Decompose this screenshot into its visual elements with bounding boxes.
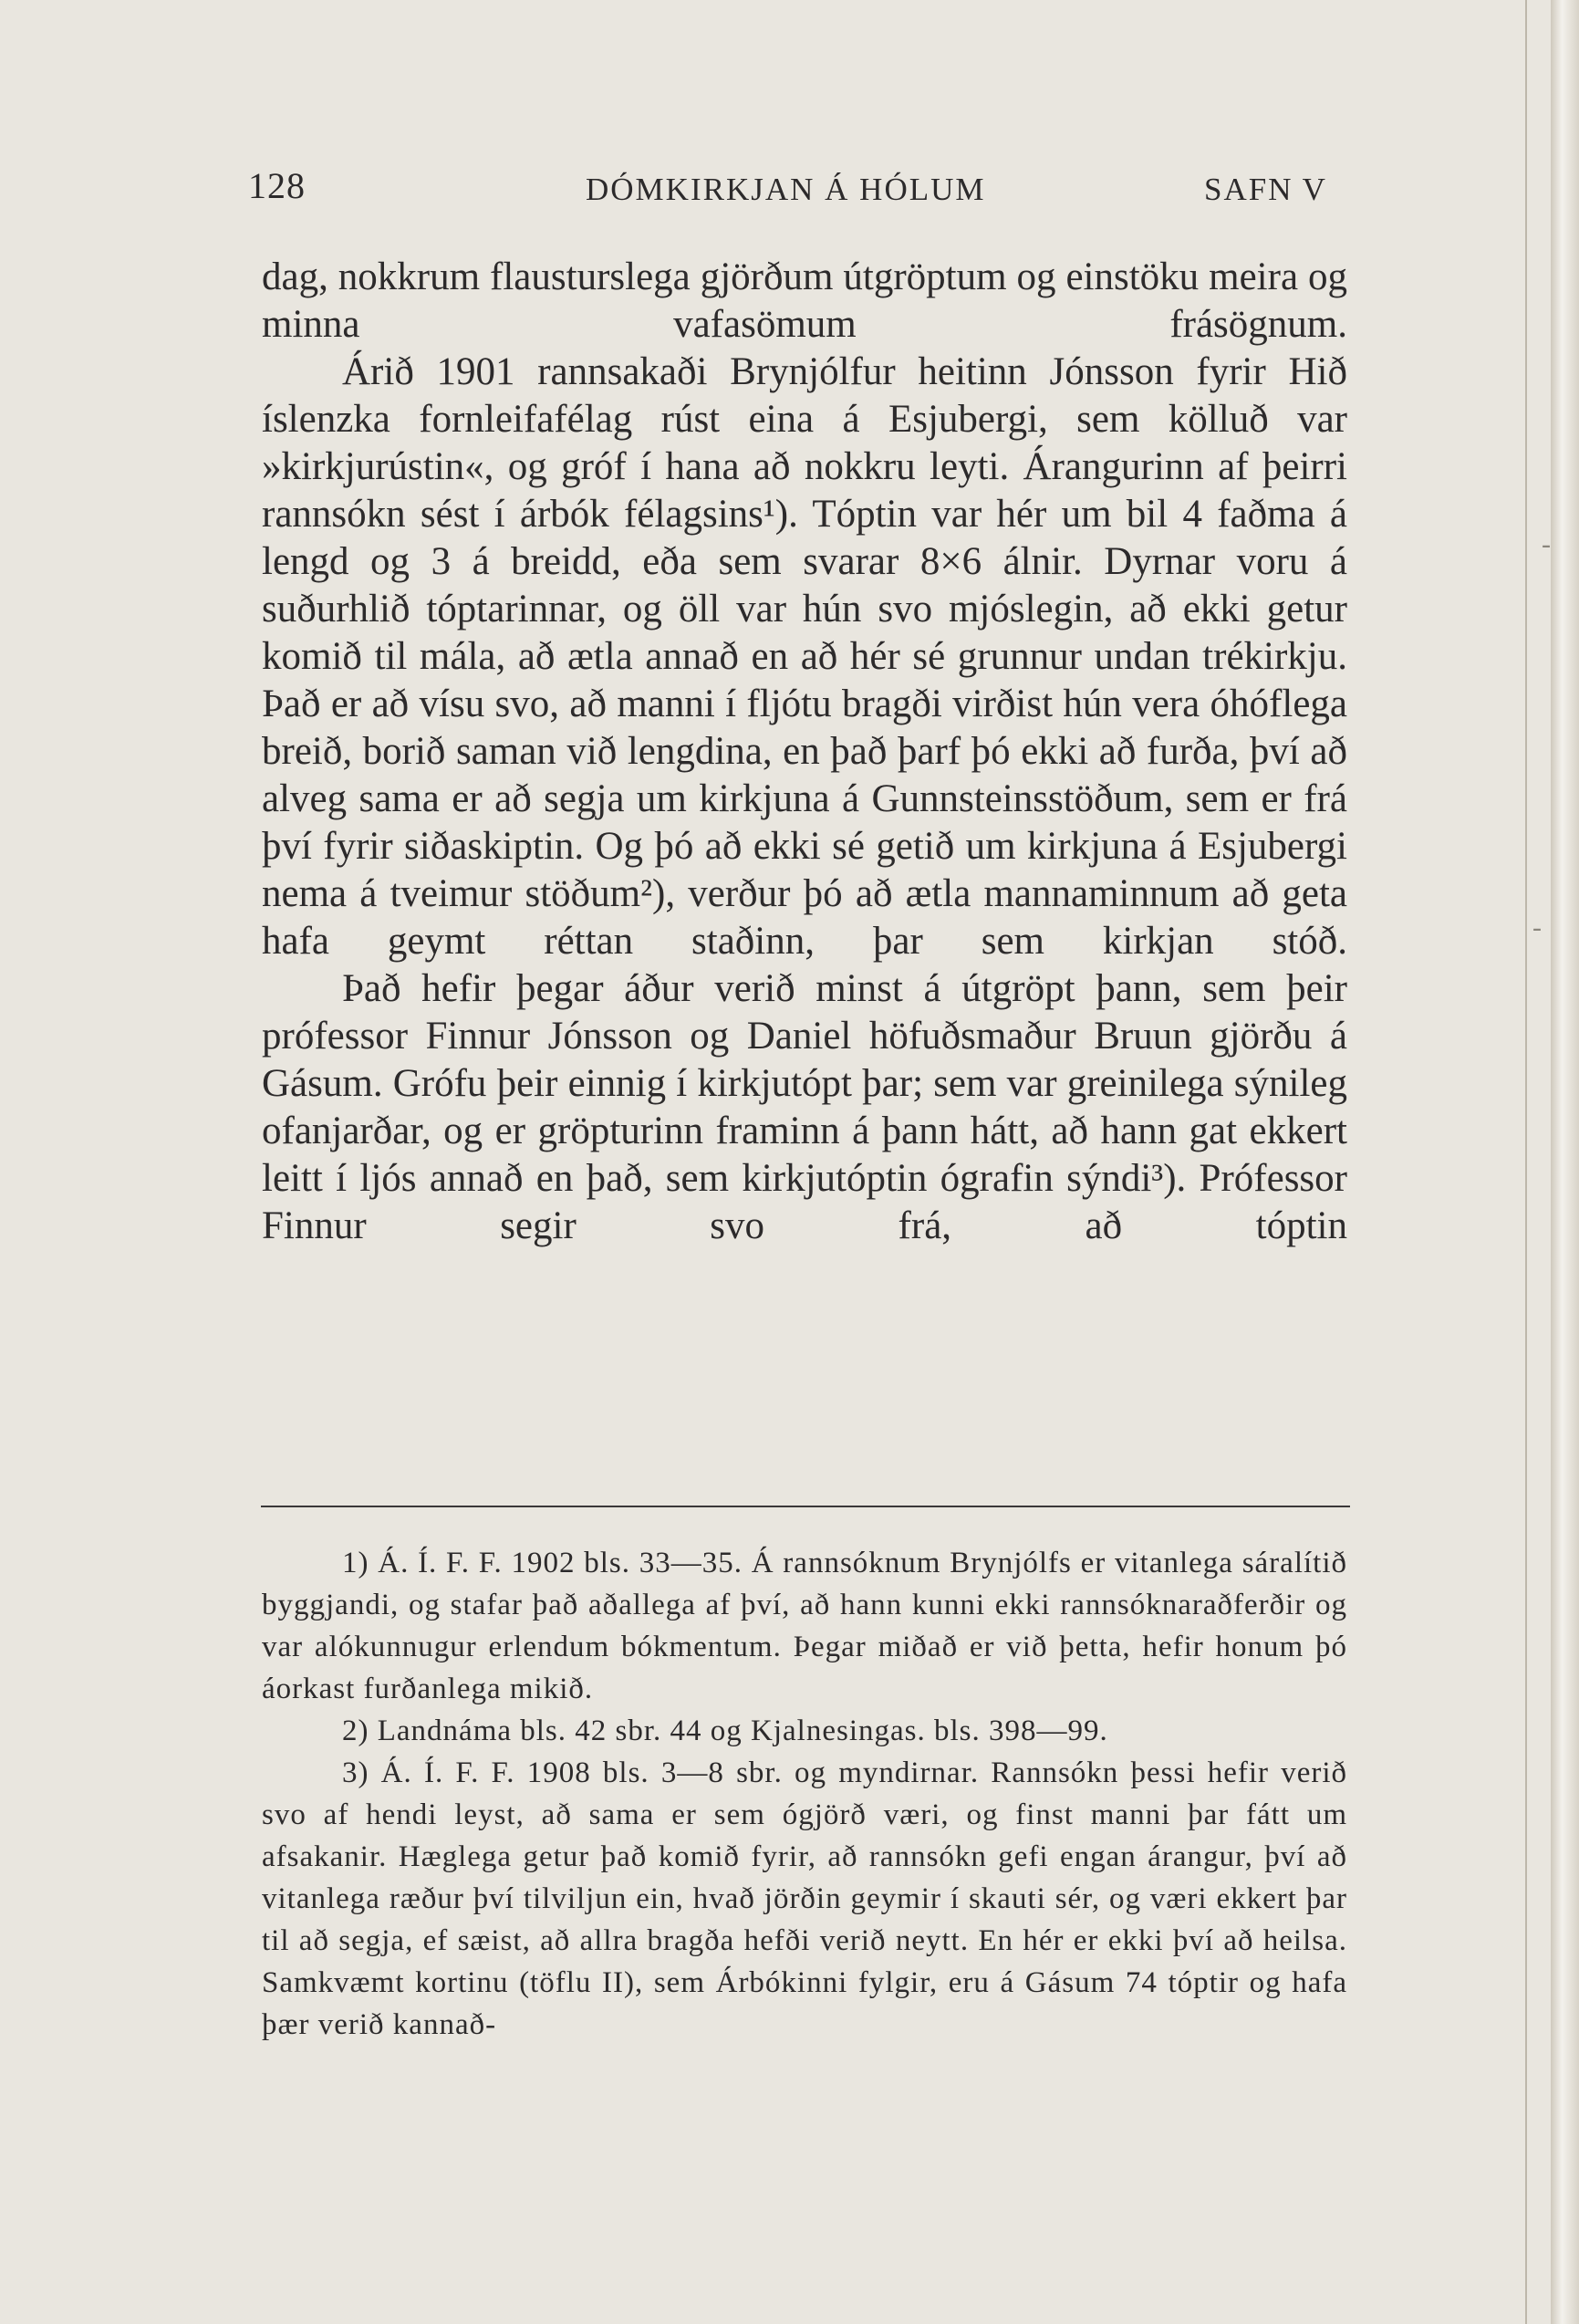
body-paragraph-1: dag, nokkrum flausturslega gjörðum útgröptum og einstöku meira og minna vafasömum frásögnum. [262, 255, 1347, 346]
footnote-2: 2) Landnáma bls. 42 sbr. 44 og Kjalnesingas. bls. 398—99. [342, 1714, 1108, 1747]
page-number: 128 [248, 165, 306, 206]
footnote-3: 3) Á. Í. F. F. 1908 bls. 3—8 sbr. og myndirnar. Rannsókn þessi hefir verið svo af hendi leyst, að sama er sem ógjörð væri, og finst manni þar fátt um afsakanir. Hæglega getur það komið fyrir, að rannsókn gefi engan árangur, því að vitanlega ræður því tilviljun ein, hvað jörðin geymir í skauti sér, og væri ekkert þar til að segja, ef sæist, að allra bragða hefði verið neytt. En hér er ekki því að heilsa. Samkvæmt kortinu (töflu II), sem Árbókinni fylgir, eru á Gásum 74 tóptir og hafa þær verið kannað- [262, 1756, 1347, 2041]
page-edge-line [1525, 0, 1527, 2324]
margin-mark: - [1542, 529, 1551, 559]
body-paragraph-2: Árið 1901 rannsakaði Brynjólfur heitinn Jónsson fyrir Hið íslenzka fornleifafélag rúst eina á Esjubergi, sem kölluð var »kirkjurústin«, og gróf í hana að nokkru leyti. Árangurinn af þeirri rannsókn sést í árbók félagsins¹). Tóptin var hér um bil 4 faðma á lengd og 3 á breidd, eða sem svarar 8×6 álnir. Dyrnar voru á suðurhlið tóptarinnar, og öll var hún svo mjóslegin, að ekki getur komið til mála, að ætla annað en að hér sé grunnur undan trékirkju. Það er að vísu svo, að manni í fljótu bragði virðist hún vera óhóflega breið, borið saman við lengdina, en það þarf þó ekki að furða, því að alveg sama er að segja um kirkjuna á Gunnsteinsstöðum, sem er frá því fyrir siðaskiptin. Og þó að ekki sé getið um kirkjuna á Esjubergi nema á tveimur stöðum²), verður þó að ætla mannaminnum að geta hafa geymt réttan staðinn, þar sem kirkjan stóð. [262, 350, 1347, 963]
footnote-rule [261, 1506, 1350, 1507]
body-paragraph-3: Það hefir þegar áður verið minst á útgröpt þann, sem þeir prófessor Finnur Jónsson og Daniel höfuðsmaður Bruun gjörðu á Gásum. Grófu þeir einnig í kirkjutópt þar; sem var greinilega sýnileg ofanjarðar, og er gröpturinn framinn á þann hátt, að hann gat ekkert leitt í ljós annað en það, sem kirkjutóptin ógrafin sýndi³). Prófessor Finnur segir svo frá, að tóptin [262, 967, 1347, 1247]
margin-mark: - [1532, 912, 1542, 943]
body-text [262, 254, 1347, 1250]
footnotes [262, 1542, 1347, 2046]
running-header [248, 164, 1343, 219]
section-label: SAFN V [1204, 172, 1327, 207]
page-edge [1551, 0, 1579, 2324]
running-title: DÓMKIRKJAN Á HÓLUM [586, 172, 986, 207]
footnote-1: 1) Á. Í. F. F. 1902 bls. 33—35. Á rannsóknum Brynjólfs er vitanlega sáralítið byggjandi, og stafar það aðallega af því, að hann kunni ekki rannsóknaraðferðir og var alókunnugur erlendum bókmentum. Þegar miðað er við þetta, hefir honum þó áorkast furðanlega mikið. [262, 1547, 1347, 1705]
